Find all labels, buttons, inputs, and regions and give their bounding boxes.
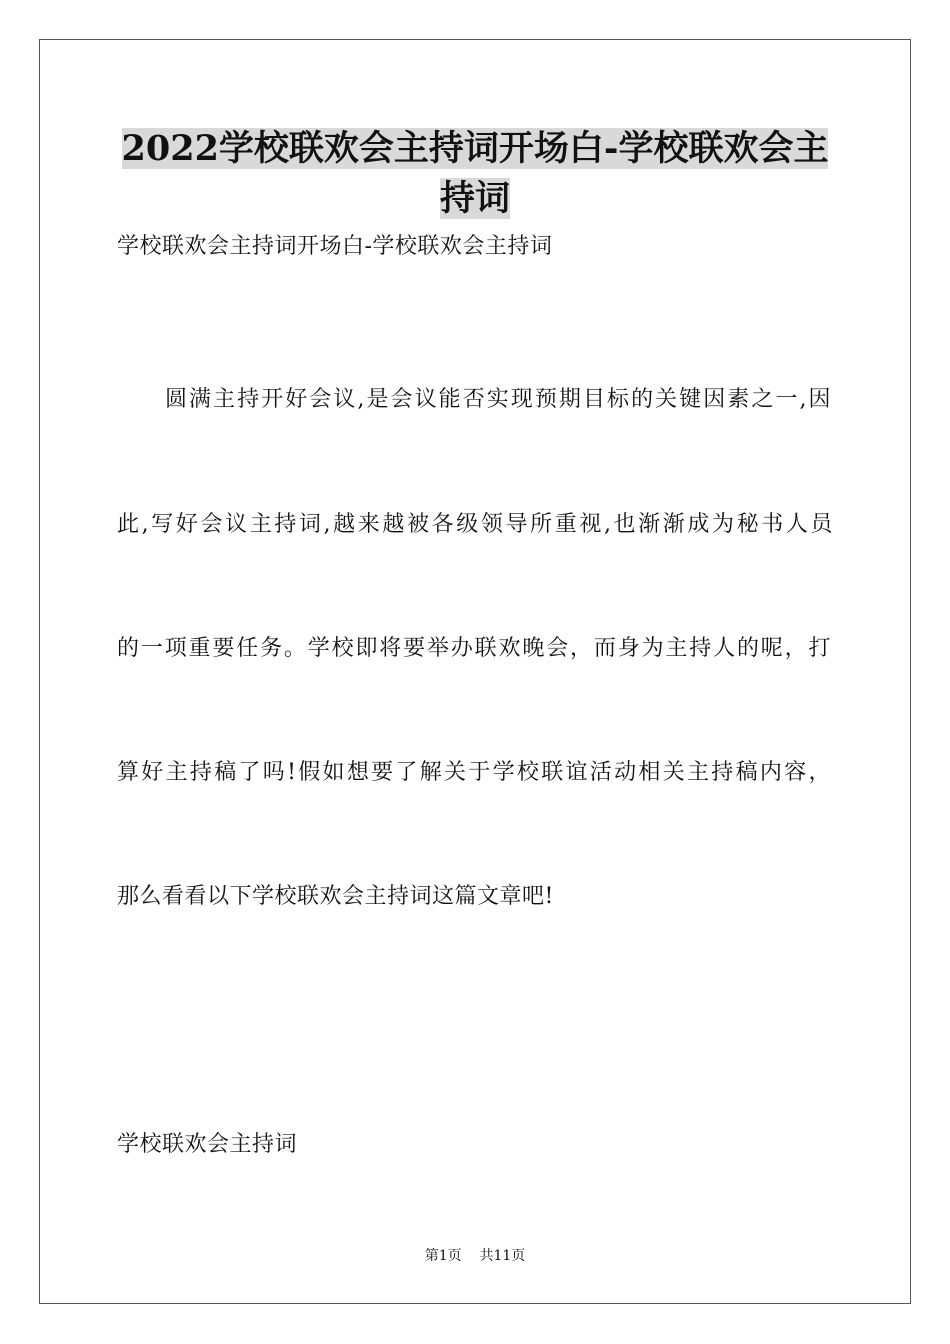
document-subtitle: 学校联欢会主持词开场白-学校联欢会主持词 bbox=[117, 234, 553, 259]
paragraph-line-1: 圆满主持开好会议,是会议能否实现预期目标的关键因素之一,因 bbox=[165, 387, 831, 412]
paragraph-line-5: 那么看看以下学校联欢会主持词这篇文章吧! bbox=[117, 884, 554, 909]
paragraph-line-2: 此,写好会议主持词,越来越被各级领导所重视,也渐渐成为秘书人员 bbox=[117, 512, 833, 537]
page-footer bbox=[0, 1246, 950, 1266]
title-line-2: 持词 bbox=[439, 178, 510, 219]
section-heading: 学校联欢会主持词 bbox=[117, 1132, 298, 1157]
paragraph-line-4: 算好主持稿了吗!假如想要了解关于学校联谊活动相关主持稿内容， bbox=[117, 760, 831, 785]
title-line-1: 2022学校联欢会主持词开场白-学校联欢会主 bbox=[121, 128, 829, 169]
paragraph-line-3: 的一项重要任务。学校即将要举办联欢晚会，而身为主持人的呢，打 bbox=[117, 636, 831, 661]
document-title bbox=[60, 124, 890, 224]
page-border bbox=[39, 39, 911, 1304]
page-number: 第1页 bbox=[424, 1248, 462, 1264]
page-total: 共11页 bbox=[479, 1248, 526, 1264]
